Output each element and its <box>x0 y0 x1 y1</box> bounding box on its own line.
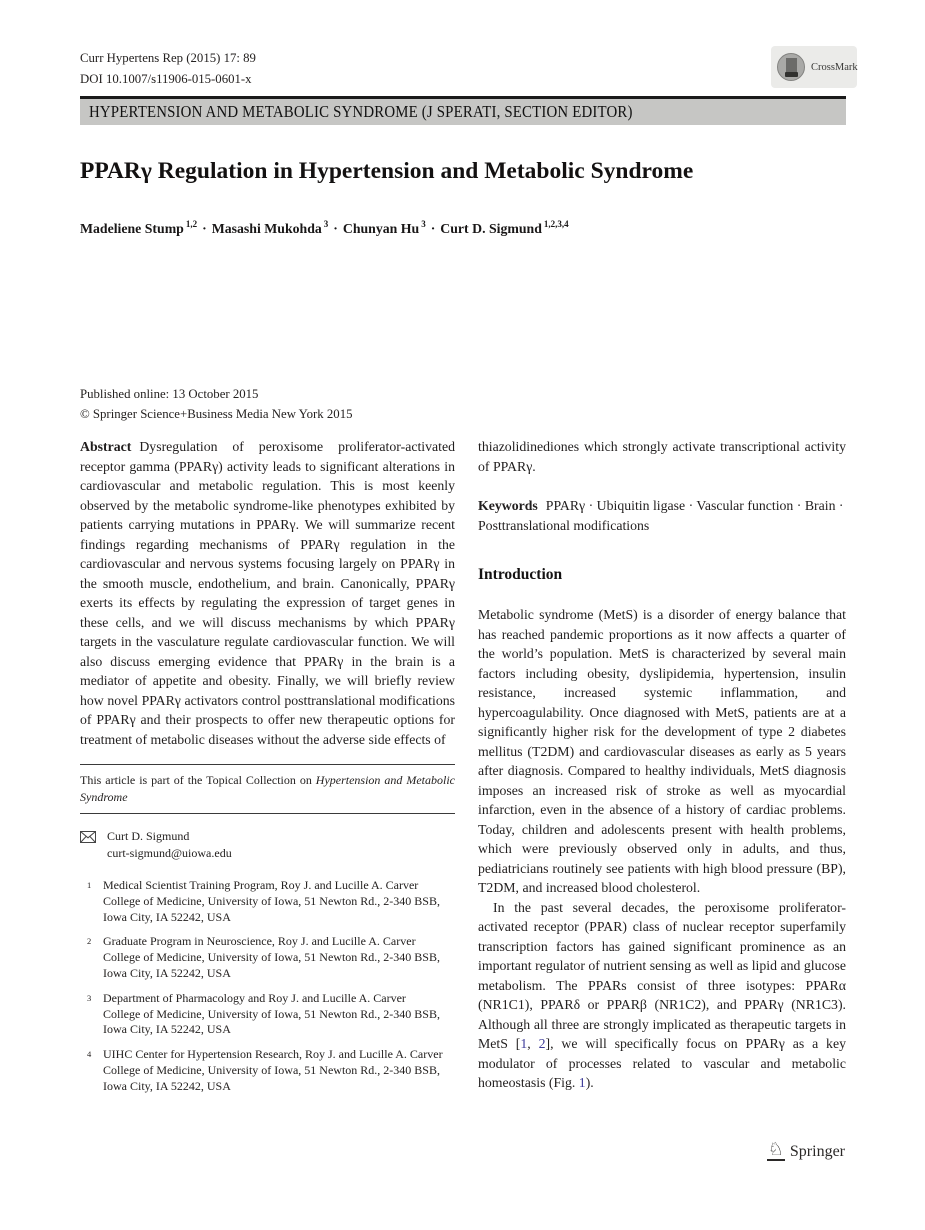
author-separator: · <box>430 220 436 236</box>
publication-reference <box>80 48 256 90</box>
author-name-4: Curt D. Sigmund $^{1,2,3,4}$ <box>440 219 569 236</box>
keywords-label: Keywords <box>478 498 538 513</box>
published-online: Published online: 13 October 2015 <box>80 387 259 401</box>
abstract-label: Abstract <box>80 439 132 454</box>
section-banner-text: HYPERTENSION AND METABOLIC SYNDROME (J SPERATI, SECTION EDITOR) <box>89 102 633 121</box>
topical-collection-name: Hypertension and Metabolic Syndrome <box>80 773 455 804</box>
springer-logo <box>767 1140 845 1161</box>
author-affil-sup-4: 1,2,3,4 <box>543 219 569 229</box>
affiliation-2 <box>80 934 455 981</box>
abstract-continuation: thiazolidinediones which strongly activate transcriptional activity of PPARγ. <box>478 439 846 474</box>
correspondence-lines <box>107 828 232 861</box>
author-separator: · <box>333 220 338 236</box>
intro-p2-text-a: In the past several decades, the peroxisome proliferator-activated receptor (PPAR) class of nuclear receptor superfamily transcription factors has gained significant prominence as an important regulator of nutrient sensing as well as lipid and glucose metabolism. The PPARs consist of three isotypes: PPARα (NR1C1), PPARδ or PPARβ (NR1C2), and PPARγ (NR1C3). Although all three are strongly implicated as therapeutic targets in MetS [ <box>478 899 846 1051</box>
crossmark-badge[interactable] <box>771 46 857 88</box>
affiliation-number: 1 <box>87 880 92 890</box>
crossmark-label: CrossMark <box>811 61 858 73</box>
intro-p2-text-c: ). <box>585 1075 594 1090</box>
author-name-2: Masashi Mukohda $^3$ <box>211 219 329 236</box>
correspondence <box>80 828 455 861</box>
intro-p2-text-b: ], we will specifically focus on PPARγ as a key modulator of processes related to vascular and metabolic homeostasis (Fig. <box>478 1036 846 1090</box>
author-affil-sup-2: 3 <box>323 219 329 229</box>
footnote-block <box>80 764 455 1095</box>
publication-info <box>80 384 353 424</box>
left-column <box>80 437 455 1104</box>
affiliation-text: UIHC Center for Hypertension Research, Roy J. and Lucille A. Carver College of Medicine, University of Iowa, 51 Newton Rd., 2-340 BSB, Iowa City, IA 52242, USA <box>103 1047 443 1093</box>
affiliations-list <box>80 878 455 1095</box>
footnote-divider-top <box>80 764 455 765</box>
copyright-line: © Springer Science+Business Media New York 2015 <box>80 407 353 421</box>
topical-note-text: This article is part of the Topical Collection on <box>80 773 316 787</box>
topical-collection-note <box>80 772 455 805</box>
springer-knight-icon: ♘ <box>767 1139 784 1159</box>
footnote-divider-bottom <box>80 813 455 814</box>
figure-1-link[interactable]: 1 <box>578 1075 586 1090</box>
author-separator: · <box>202 220 207 236</box>
article-title: PPARγ Regulation in Hypertension and Metabolic Syndrome <box>80 158 694 184</box>
springer-label: Springer <box>789 1143 845 1160</box>
author-name-1: Madeliene Stump $^{1,2}$ <box>80 219 198 236</box>
affiliation-4 <box>80 1047 455 1094</box>
abstract-text: Dysregulation of peroxisome proliferator-activated receptor gamma (PPARγ) activity leads to significant alterations in cardiovascular and metabolic regulation. This is most keenly observed by the metabolic syndrome-like phenotypes exhibited by patients carrying mutations in PPARγ. We will summarize recent findings regarding mechanisms of PPARγ regulation in the cardiovascular and nervous systems focusing largely on PPARγ in the smooth muscle, endothelium, and brain. Canonically, PPARγ exerts its effects by regulating the expression of target genes in these cells, and we will discuss mechanisms by which PPARγ targets in the vasculature regulate cardiovascular function. We will also discuss emerging evidence that PPARγ in the brain is a mediator of appetite and obesity. Finally, we will briefly review how novel PPARγ activators control posttranslational modifications of PPARγ and their prospects to offer new therapeutic options for treatment of metabolic diseases without the adverse side effects of <box>80 439 455 747</box>
section-banner <box>80 96 846 125</box>
crossmark-icon <box>777 53 805 81</box>
right-column <box>478 437 846 1104</box>
author-name-3: Chunyan Hu $^3$ <box>342 219 426 236</box>
two-column-body <box>80 437 846 1104</box>
affiliation-text: Department of Pharmacology and Roy J. and Lucille A. Carver College of Medicine, University of Iowa, 51 Newton Rd., 2-340 BSB, Iowa City, IA 52242, USA <box>103 990 440 1037</box>
abstract <box>80 437 455 749</box>
citation-link-1[interactable]: 1 <box>520 1036 528 1051</box>
intro-paragraph-2 <box>478 898 846 1093</box>
affiliation-3 <box>80 991 455 1038</box>
citation-link-2[interactable]: 2 <box>538 1036 546 1051</box>
affiliation-1 <box>80 878 455 925</box>
doi: DOI 10.1007/s11906-015-0601-x <box>80 72 252 86</box>
author-affil-sup-3: 3 <box>421 219 426 229</box>
intro-paragraph-1: Metabolic syndrome (MetS) is a disorder of energy balance that has reached pandemic proportions as it now affects a quarter of the world’s population. MetS is characterized by several main factors including obesity, dyslipidemia, hypertension, insulin resistance, increased systemic inflammation, and hypercoagulability. Once diagnosed with MetS, patients are at a significantly higher risk for the development of type 2 diabetes mellitus (T2DM) and cardiovascular diseases as early as 5 years after diagnosis. Compared to healthy individuals, MetS diagnosis imposes an increased risk of stroke as well as myocardial infarction, even in the absence of a history of cardiac problems. Today, children and adolescents present with health problems, which were previously observed only in adults, and thus, pediatricians routinely see patients with high blood pressure (BP), T2DM, and increased blood cholesterol. <box>478 607 846 895</box>
correspondence-name: Curt D. Sigmund <box>107 829 190 843</box>
section-heading-introduction: Introduction <box>478 566 563 583</box>
keywords <box>478 496 846 535</box>
affiliation-text: Graduate Program in Neuroscience, Roy J. and Lucille A. Carver College of Medicine, University of Iowa, 51 Newton Rd., 2-340 BSB, Iowa City, IA 52242, USA <box>103 934 440 980</box>
envelope-icon <box>80 831 96 861</box>
affiliation-number: 4 <box>87 1049 92 1060</box>
correspondence-email[interactable]: curt-sigmund@uiowa.edu <box>107 845 232 860</box>
citation-separator: , <box>527 1036 539 1051</box>
author-line <box>80 219 846 237</box>
journal-citation: Curr Hypertens Rep (2015) 17: 89 <box>80 51 256 65</box>
affiliation-text: Medical Scientist Training Program, Roy J. and Lucille A. Carver College of Medicine, University of Iowa, 51 Newton Rd., 2-340 BSB, Iowa City, IA 52242, USA <box>103 878 440 924</box>
keywords-text: PPARγ · Ubiquitin ligase · Vascular function · Brain · Posttranslational modifications <box>478 498 844 533</box>
affiliation-number: 2 <box>87 936 92 947</box>
author-affil-sup-1: 1,2 <box>185 219 198 229</box>
affiliation-number: 3 <box>87 992 92 1003</box>
